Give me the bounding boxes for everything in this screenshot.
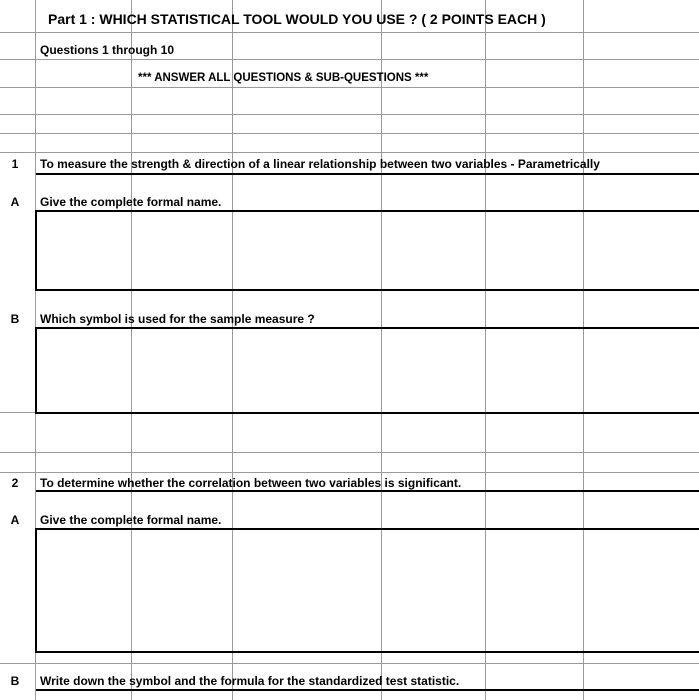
sub-question-letter: B bbox=[10, 312, 20, 326]
grid-row-line bbox=[0, 152, 699, 153]
sub-question-letter: A bbox=[10, 513, 20, 527]
question-text: To measure the strength & direction of a linear relationship between two variables - Parametrically bbox=[40, 157, 600, 171]
grid-row-line bbox=[0, 114, 699, 115]
grid-row-line bbox=[0, 133, 699, 134]
answer-1b-bottom-border bbox=[36, 412, 699, 414]
grid-row-line bbox=[0, 87, 699, 88]
answer-1a-bottom-border bbox=[36, 289, 699, 291]
grid-row-line bbox=[0, 472, 699, 473]
grid-row-line bbox=[0, 663, 699, 664]
answer-area-1b[interactable] bbox=[37, 329, 699, 412]
answer-area-2a[interactable] bbox=[37, 530, 699, 651]
question-number: 2 bbox=[11, 476, 19, 490]
instruction-text: *** ANSWER ALL QUESTIONS & SUB-QUESTIONS *** bbox=[138, 72, 429, 84]
question-text: To determine whether the correlation between two variables is significant. bbox=[40, 476, 462, 490]
grid-row-line bbox=[0, 59, 699, 60]
page-subtitle: Questions 1 through 10 bbox=[40, 43, 175, 57]
answer-area-2b[interactable] bbox=[37, 691, 699, 700]
answer-2a-bottom-border bbox=[36, 651, 699, 653]
sub-question-text: Write down the symbol and the formula for the standardized test statistic. bbox=[40, 674, 460, 688]
sub-question-letter: A bbox=[10, 195, 20, 209]
answer-area-1a[interactable] bbox=[37, 212, 699, 289]
question-number: 1 bbox=[11, 157, 19, 171]
page-title: Part 1 : WHICH STATISTICAL TOOL WOULD YOU USE ? ( 2 POINTS EACH ) bbox=[48, 11, 546, 27]
sub-question-letter: B bbox=[10, 674, 20, 688]
question-2-underline bbox=[36, 490, 699, 492]
sub-question-text: Which symbol is used for the sample measure ? bbox=[40, 312, 315, 326]
grid-row-line bbox=[0, 32, 699, 33]
sub-question-text: Give the complete formal name. bbox=[40, 195, 222, 209]
grid-row-line bbox=[0, 452, 699, 453]
sub-question-text: Give the complete formal name. bbox=[40, 513, 222, 527]
question-1-underline bbox=[36, 173, 699, 175]
